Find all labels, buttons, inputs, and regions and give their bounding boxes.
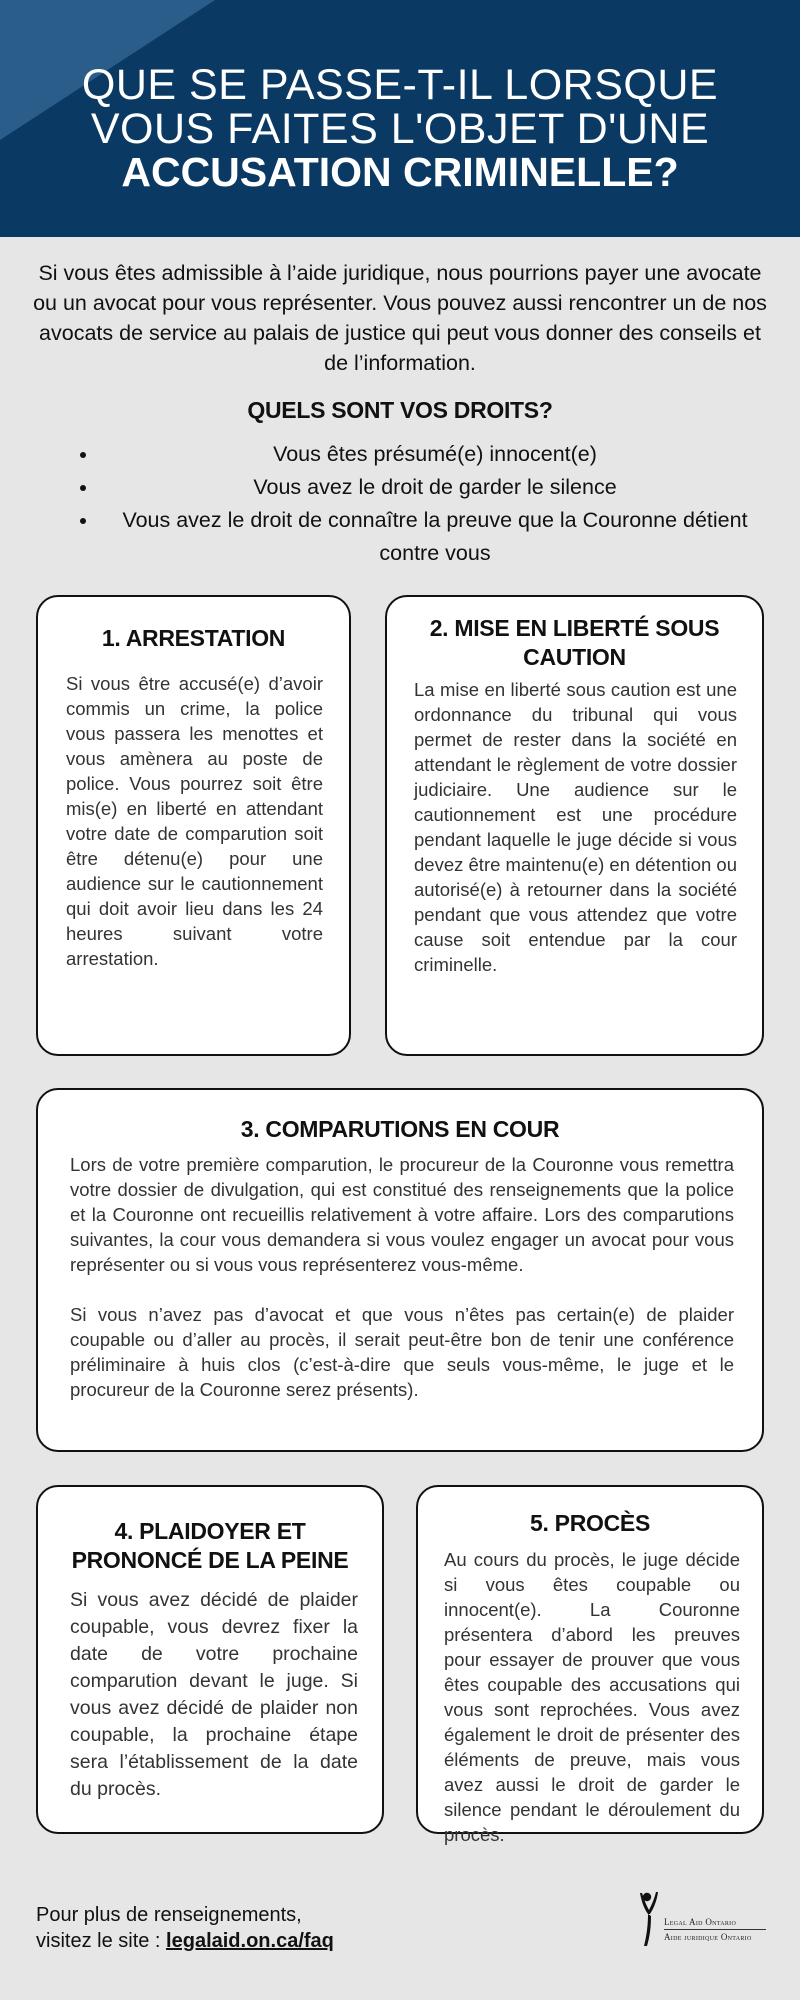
footer-line2: visitez le site : legalaid.on.ca/faq: [36, 1930, 334, 1952]
card-plaidoyer: [36, 1485, 384, 1834]
card-title: 3. COMPARUTIONS EN COUR: [240, 1116, 560, 1142]
figure-logo-icon: [636, 1890, 662, 1948]
intro-paragraph: Si vous êtes admissible à l’aide juridique, nous pourrions payer une avocate ou un avocat pour vous représenter. Vous pouvez aussi rencontrer un de nos avocats de service au palais de justice qui peut vous donner des conseils et de l’information.: [33, 261, 767, 375]
card-comparutions: [36, 1088, 764, 1452]
logo-text-en: Legal Aid Ontario: [664, 1917, 737, 1927]
rights-title: QUELS SONT VOS DROITS?: [247, 397, 553, 423]
card-body: La mise en liberté sous caution est une ordonnance du tribunal qui vous permet de rester dans la société en attendant le règlement de votre dossier judiciaire. Une audience sur le cautionnement est une procédure pendant laquelle le juge décide si vous devez être maintenu(e) en détention ou autorisé(e) à retourner dans la société pendant que vous attendez que votre cause soit entendue par la cour criminelle.: [414, 679, 737, 975]
rights-list: [60, 438, 770, 570]
bullet-icon: [80, 518, 86, 524]
card-title: 1. ARRESTATION: [101, 625, 286, 651]
card-body: Au cours du procès, le juge décide si vous êtes coupable ou innocent(e). La Couronne présentera d’abord les preuves pour essayer de prouver que vous êtes coupable des accusations qui vous sont reprochées. Vous avez également le droit de présenter des éléments de preuve, mais vous avez aussi le droit de garder le silence pendant le déroulement du procès.: [444, 1549, 740, 1845]
card-body: Si vous être accusé(e) d’avoir commis un crime, la police vous passera les menottes et vous amènera au poste de police. Vous pourrez soit être mis(e) en liberté en attendant votre date de comparution soit être détenu(e) pour une audience sur le cautionnement qui doit avoir lieu dans les 24 heures suivant votre arrestation.: [66, 673, 323, 969]
footer-info: [36, 1902, 334, 1954]
rights-item: Vous avez le droit de garder le silence: [60, 471, 770, 504]
card-title: 4. PLAIDOYER ET PRONONCÉ DE LA PEINE: [71, 1518, 349, 1573]
rights-item: Vous êtes présumé(e) innocent(e): [60, 438, 770, 471]
card-paragraph: Si vous n’avez pas d’avocat et que vous n’êtes pas certain(e) de plaider coupable ou d’aller au procès, il serait peut-être bon de tenir une conférence préliminaire à huis clos (c’est-à-dire que seuls vous-même, le juge et le procureur de la Couronne serez présents).: [70, 1304, 734, 1400]
header-title-line1: QUE SE PASSE-T-IL LORSQUE: [81, 61, 719, 109]
card-title: 2. MISE EN LIBERTÉ SOUS CAUTION: [429, 615, 720, 670]
header-title-line2: VOUS FAITES L'OBJET D'UNE: [90, 105, 710, 153]
faq-link[interactable]: legalaid.on.ca/faq: [166, 1930, 334, 1952]
card-body: [70, 1152, 734, 1427]
logo-text-fr: Aide juridique Ontario: [664, 1932, 752, 1942]
card-proces: [416, 1485, 764, 1845]
card-arrestation: [36, 595, 351, 1056]
legal-aid-logo: [636, 1890, 766, 1950]
logo-divider: [664, 1929, 766, 1930]
footer-line1: Pour plus de renseignements,: [36, 1904, 302, 1926]
card-title: 5. PROCÈS: [529, 1510, 650, 1536]
bullet-icon: [80, 452, 86, 458]
rights-item: Vous avez le droit de connaître la preuve que la Couronne détient contre vous: [60, 504, 770, 570]
card-body: Si vous avez décidé de plaider coupable, vous devrez fixer la date de votre prochaine comparution devant le juge. Si vous avez décidé de plaider non coupable, la prochaine étape sera l’établissement de la date du procès.: [70, 1589, 358, 1800]
header-banner: [0, 0, 800, 237]
header-title-line3: ACCUSATION CRIMINELLE?: [121, 149, 679, 195]
bullet-icon: [80, 485, 86, 491]
card-mise-en-liberte: [385, 595, 764, 1056]
card-paragraph: Lors de votre première comparution, le procureur de la Couronne vous remettra votre dossier de divulgation, qui est constitué des renseignements que la police et la Couronne ont recueillis relativement à votre affaire. Lors des comparutions suivantes, la cour vous demandera si vous voulez engager un avocat pour vous représenter ou si vous vous représenterez vous-même.: [70, 1154, 734, 1275]
